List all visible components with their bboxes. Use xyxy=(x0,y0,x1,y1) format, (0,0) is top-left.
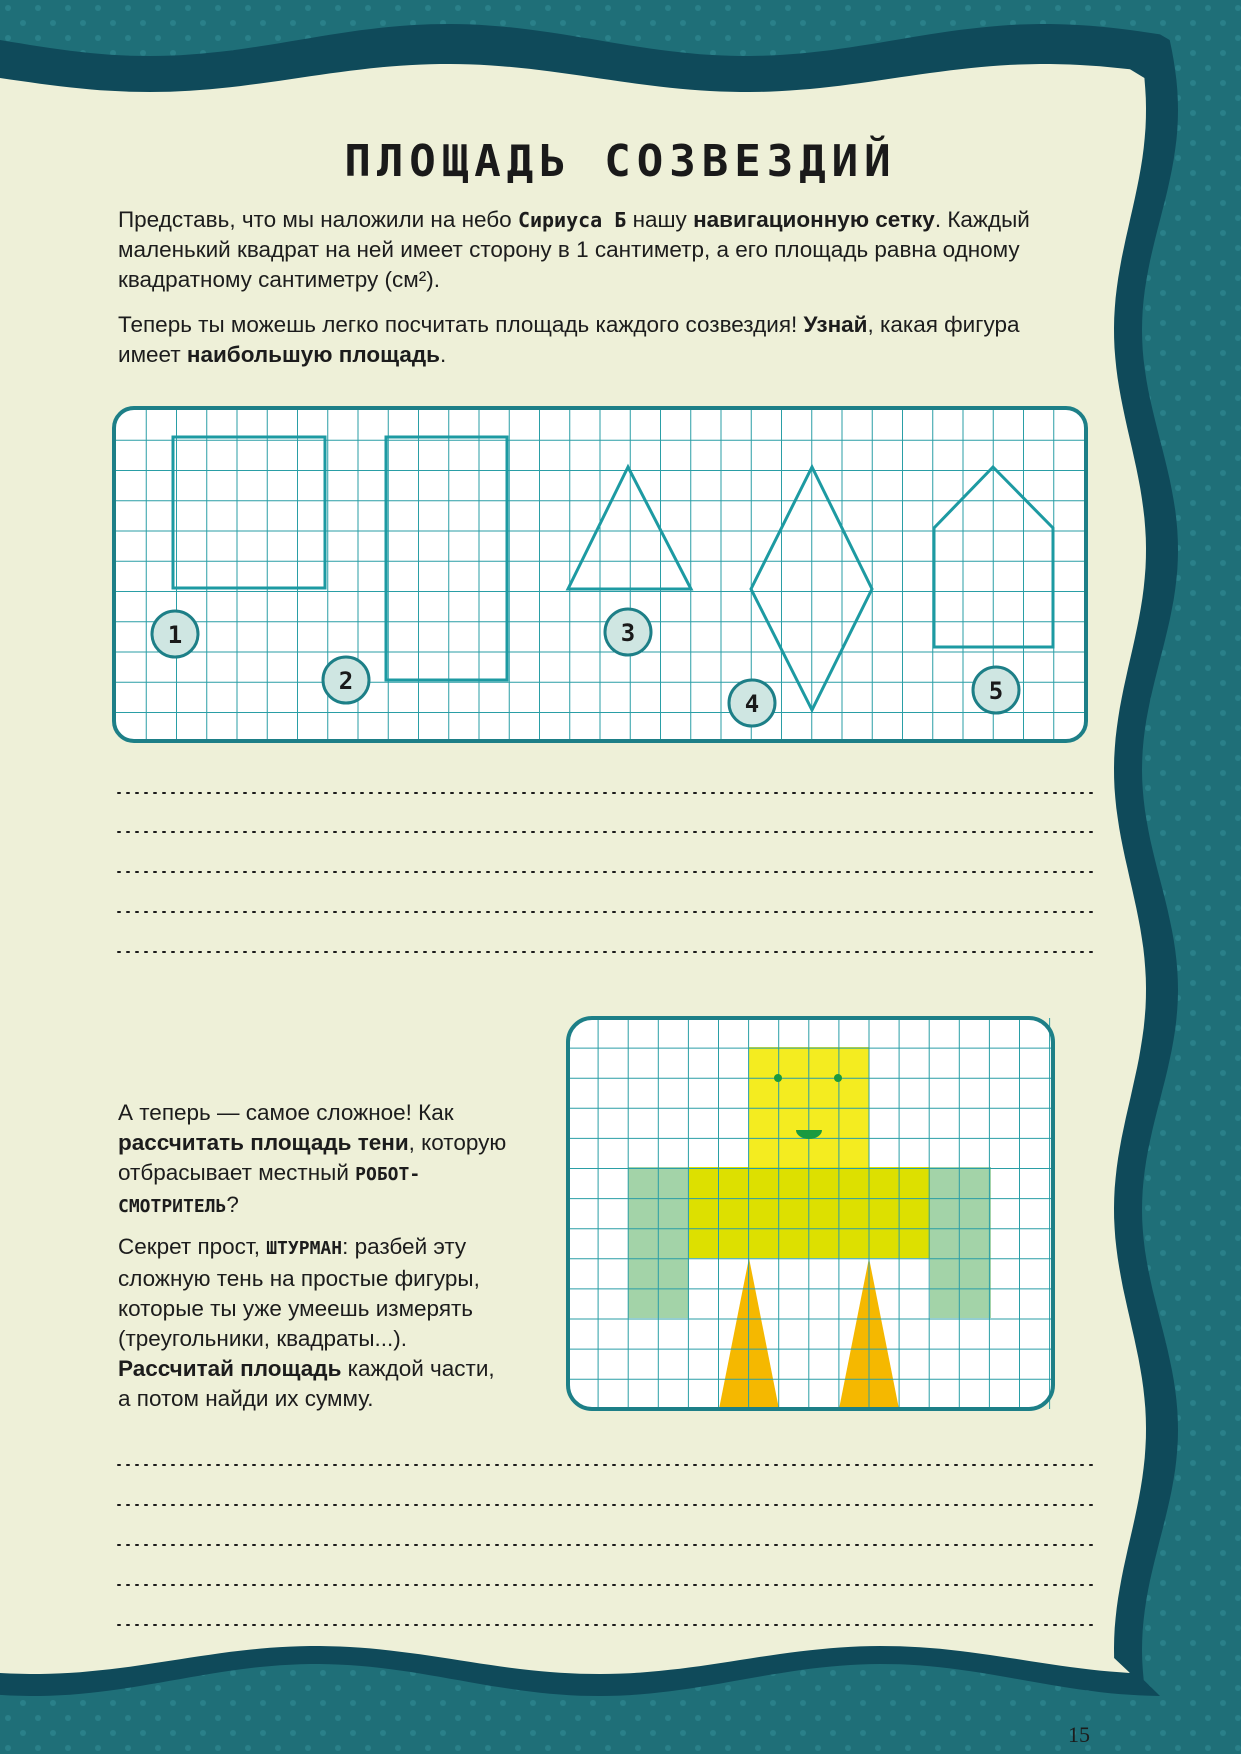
intro-text-c: . Каждый маленький квадрат на ней имеет сторону в 1 сантиметр, а его площадь равна одному квадратному сантиметру (см²). xyxy=(118,207,1030,292)
shape-label-3-text: 3 xyxy=(620,619,636,647)
robot-arm-right xyxy=(930,1167,991,1318)
paper-area xyxy=(0,64,1146,1674)
shape-label-2 xyxy=(323,657,369,703)
calc-shadow-term: рассчитать площадь тени xyxy=(118,1130,409,1155)
shape-label-4 xyxy=(729,680,775,726)
intro2-text-c: . xyxy=(439,342,447,367)
intro-text-a: Представь, что мы наложили на небо xyxy=(118,207,518,232)
robot2-text-c: каждой части, а потом найди их сумму. xyxy=(118,1356,495,1411)
shape-label-1 xyxy=(152,611,198,657)
navigator-term: ШТУРМАН xyxy=(266,1238,343,1259)
page-title: ПЛОЩАДЬ СОЗВЕЗДИЙ xyxy=(344,136,897,187)
robot-text-b: , которую отбрасывает местный xyxy=(118,1130,507,1185)
max-area-term: наибольшую площадь xyxy=(186,342,440,367)
robot-keeper-term: РОБОТ-СМОТРИТЕЛЬ xyxy=(118,1164,421,1217)
robot2-text-a: Секрет прост, xyxy=(118,1234,267,1259)
robot-grid xyxy=(568,1018,1053,1409)
robot2-text-b: : разбей эту сложную тень на простые фигуры, которые ты уже умеешь измерять (треугольники, квадраты...). xyxy=(118,1234,480,1351)
star-name: Сириуса Б xyxy=(517,208,627,232)
shape-label-5 xyxy=(973,667,1019,713)
robot-paragraph-1 xyxy=(118,1098,513,1222)
robot-eye-right xyxy=(834,1074,842,1082)
intro-paragraph-1 xyxy=(118,205,1073,295)
robot-eye-left xyxy=(774,1074,782,1082)
intro2-text-b: , какая фигура имеет xyxy=(118,312,1020,367)
page-number: 15 xyxy=(1068,1722,1090,1747)
shape-label-3 xyxy=(605,609,651,655)
shape-label-5-text: 5 xyxy=(988,677,1004,705)
shape-label-1-text: 1 xyxy=(167,621,183,649)
robot-text-c: ? xyxy=(226,1192,239,1217)
constellation-grid xyxy=(114,408,1086,741)
intro2-text-a: Теперь ты можешь легко посчитать площадь каждого созвездия! xyxy=(118,312,804,337)
intro-text-b: нашу xyxy=(626,207,694,232)
shape-label-2-text: 2 xyxy=(338,667,354,695)
robot-text-a: А теперь — самое сложное! Как xyxy=(118,1100,454,1125)
shape-label-4-text: 4 xyxy=(744,690,760,718)
calc-area-term: Рассчитай площадь xyxy=(118,1356,342,1381)
find-term: Узнай xyxy=(803,312,868,337)
robot-body xyxy=(689,1167,930,1258)
robot-paragraph-2 xyxy=(118,1232,513,1414)
nav-grid-term: навигационную сетку xyxy=(693,207,935,232)
intro-paragraph-2 xyxy=(118,310,1073,370)
